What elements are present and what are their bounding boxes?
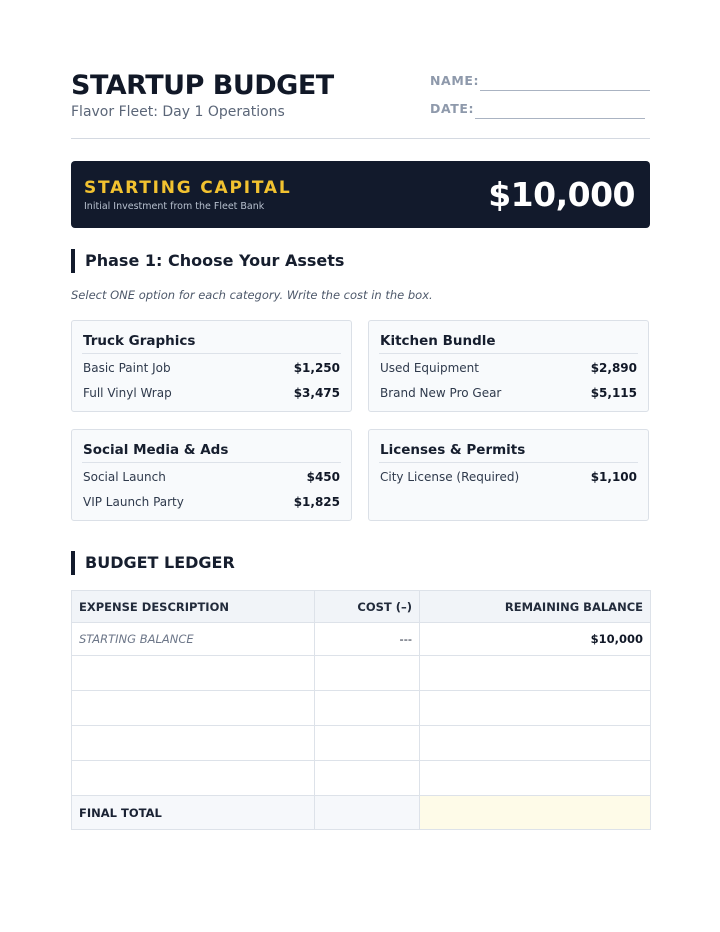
option-name: Brand New Pro Gear [380,386,502,400]
date-field[interactable] [475,118,645,119]
category-card-licenses-permits [368,429,649,521]
column-header-description: EXPENSE DESCRIPTION [72,591,315,623]
column-header-balance: REMAINING BALANCE [420,591,651,623]
option-price: $1,825 [293,495,340,509]
remaining-balance-cell[interactable] [420,726,651,761]
category-title: Truck Graphics [83,333,196,349]
option-name: Social Launch [83,470,166,484]
table-row [72,656,651,691]
expense-cost-cell[interactable] [315,691,420,726]
ledger-header-row [72,591,651,623]
page-title: STARTUP BUDGET [71,70,334,101]
final-total-label: FINAL TOTAL [72,796,315,830]
starting-balance-value: $10,000 [420,623,651,656]
table-row [72,726,651,761]
expense-description-cell[interactable] [72,656,315,691]
starting-capital-sublabel: Initial Investment from the Fleet Bank [84,201,265,212]
phase1-heading: Phase 1: Choose Your Assets [71,249,344,273]
card-divider [82,462,341,463]
final-total-row [72,796,651,830]
starting-balance-description: STARTING BALANCE [72,623,315,656]
option-name: Used Equipment [380,361,479,375]
option-row [83,495,340,511]
option-name: VIP Launch Party [83,495,184,509]
starting-capital-amount: $10,000 [488,175,635,214]
option-row [380,361,637,377]
phase1-instructions: Select ONE option for each category. Write the cost in the box. [71,288,433,302]
budget-ledger-table [71,590,651,830]
option-price: $2,890 [590,361,637,375]
expense-description-cell[interactable] [72,761,315,796]
option-row [83,361,340,377]
column-header-cost: COST (–) [315,591,420,623]
name-label: NAME: [430,73,480,88]
name-field[interactable] [480,90,650,91]
option-price: $5,115 [590,386,637,400]
card-divider [82,353,341,354]
option-row [380,386,637,402]
card-divider [379,353,638,354]
ledger-heading: BUDGET LEDGER [71,551,235,575]
expense-cost-cell[interactable] [315,726,420,761]
starting-balance-row [72,623,651,656]
option-name: Full Vinyl Wrap [83,386,172,400]
category-card-social-media [71,429,352,521]
remaining-balance-cell[interactable] [420,691,651,726]
header-divider [71,138,650,139]
starting-capital-label: STARTING CAPITAL [84,178,292,198]
remaining-balance-cell[interactable] [420,656,651,691]
option-row [380,470,637,486]
starting-balance-cost: --- [315,623,420,656]
table-row [72,761,651,796]
date-label: DATE: [430,101,475,116]
remaining-balance-cell[interactable] [420,761,651,796]
final-balance-cell[interactable] [420,796,651,830]
option-price: $1,100 [590,470,637,484]
page-subtitle: Flavor Fleet: Day 1 Operations [71,104,285,120]
starting-capital-banner [71,161,650,228]
category-card-kitchen-bundle [368,320,649,412]
option-price: $3,475 [293,386,340,400]
expense-cost-cell[interactable] [315,761,420,796]
expense-description-cell[interactable] [72,726,315,761]
category-title: Licenses & Permits [380,442,526,458]
expense-cost-cell[interactable] [315,656,420,691]
expense-description-cell[interactable] [72,691,315,726]
category-title: Kitchen Bundle [380,333,496,349]
category-title: Social Media & Ads [83,442,229,458]
option-name: Basic Paint Job [83,361,171,375]
option-row [83,470,340,486]
option-price: $1,250 [293,361,340,375]
option-name: City License (Required) [380,470,520,484]
card-divider [379,462,638,463]
option-row [83,386,340,402]
option-price: $450 [306,470,340,484]
final-total-cost-cell[interactable] [315,796,420,830]
category-card-truck-graphics [71,320,352,412]
table-row [72,691,651,726]
